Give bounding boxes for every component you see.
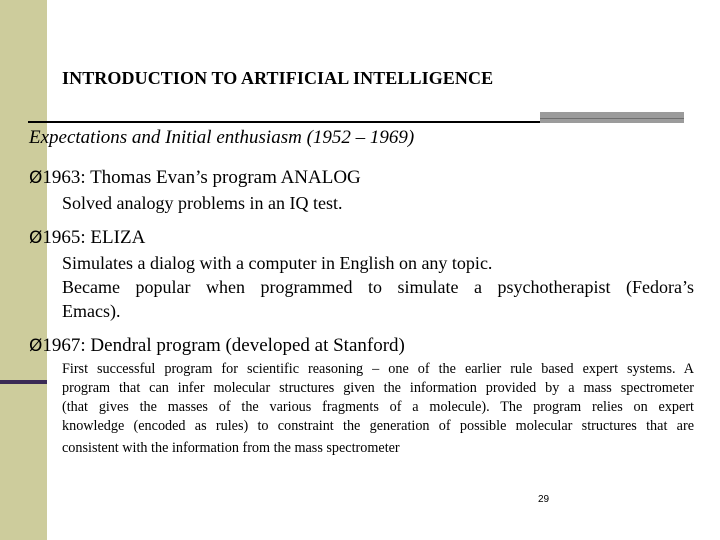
bullet-item-1963	[29, 167, 361, 189]
bullet-detail-line: (that gives the masses of the various fragments of a molecule). The program relies on expert	[62, 399, 694, 415]
title-divider-gray-line	[540, 118, 684, 119]
page-number: 29	[538, 494, 550, 505]
bullet-detail-line: consistent with the information from the mass spectrometer	[62, 440, 400, 456]
arrow-bullet-icon: Ø	[29, 336, 43, 356]
bullet-heading: 1963: Thomas Evan’s program ANALOG	[42, 167, 361, 188]
bullet-detail-line: program that can infer molecular structures given the information provided by a mass spectrometer	[62, 380, 694, 396]
bullet-item-1967	[29, 335, 405, 357]
arrow-bullet-icon: Ø	[29, 168, 43, 188]
bullet-detail-line: Emacs).	[62, 301, 121, 321]
bullet-heading: 1967: Dendral program (developed at Stanford)	[42, 335, 405, 356]
bullet-heading: 1965: ELIZA	[42, 227, 146, 248]
bullet-detail-line: Became popular when programmed to simulate a psychotherapist (Fedora’s	[62, 277, 694, 297]
bullet-item-1965	[29, 227, 145, 249]
bullet-detail-line: Solved analogy problems in an IQ test.	[62, 193, 343, 213]
sidebar-accent-line	[0, 380, 47, 384]
slide-title: INTRODUCTION TO ARTIFICIAL INTELLIGENCE	[62, 68, 494, 88]
arrow-bullet-icon: Ø	[29, 228, 43, 248]
bullet-detail-line: Simulates a dialog with a computer in English on any topic.	[62, 253, 493, 273]
bullet-detail-line: First successful program for scientific reasoning – one of the earlier rule based expert systems. A	[62, 361, 694, 377]
bullet-detail-line: knowledge (encoded as rules) to constraint the generation of possible molecular structures that are	[62, 418, 694, 434]
section-subtitle: Expectations and Initial enthusiasm (1952 – 1969)	[29, 127, 415, 148]
title-divider	[28, 121, 540, 123]
sidebar-decoration	[0, 0, 47, 540]
